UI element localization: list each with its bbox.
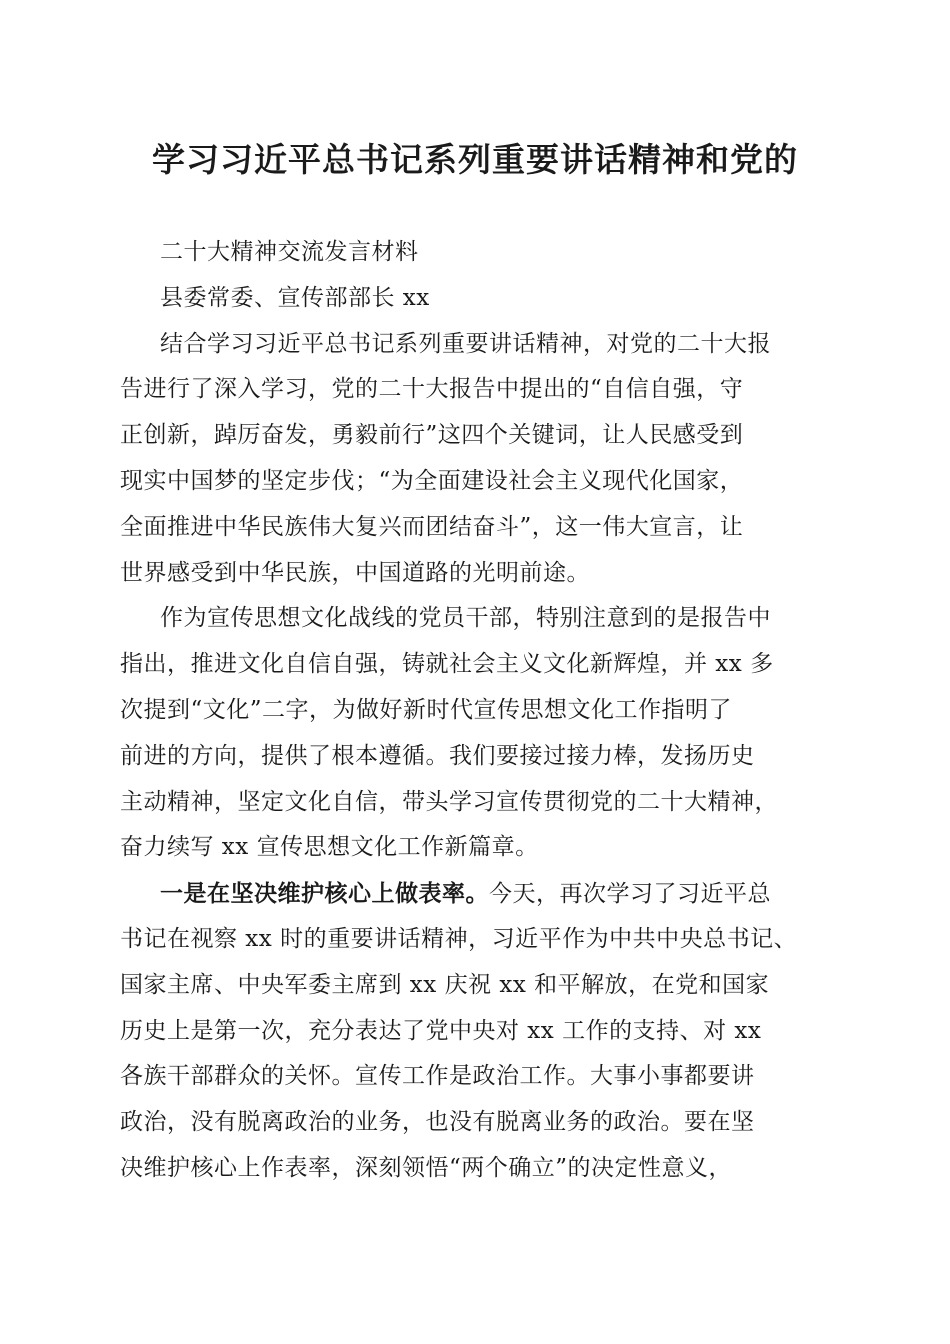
paragraph-line: 政治，没有脱离政治的业务，也没有脱离业务的政治。要在坚 (120, 1109, 755, 1136)
document-author: 县委常委、宣传部部长 xx (160, 284, 430, 311)
paragraph-line: 书记在视察 xx 时的重要讲话精神，习近平作为中共中央总书记、 (120, 925, 798, 952)
document-body (120, 230, 832, 1192)
paragraph-line: 各族干部群众的关怀。宣传工作是政治工作。大事小事都要讲 (120, 1063, 755, 1090)
paragraph-line: 决维护核心上作表率，深刻领悟“两个确立”的决定性意义， (120, 1154, 733, 1181)
paragraph-lead-heading: 一是在坚决维护核心上做表率。 (160, 880, 489, 908)
paragraph-line: 历史上是第一次，充分表达了党中央对 xx 工作的支持、对 xx (120, 1017, 762, 1044)
paragraph-2 (120, 596, 832, 871)
paragraph-line: 前进的方向，提供了根本遵循。我们要接过接力棒，发扬历史 (120, 742, 755, 769)
paragraph-line: 作为宣传思想文化战线的党员干部，特别注意到的是报告中 (160, 605, 771, 632)
paragraph-line: 结合学习习近平总书记系列重要讲话精神，对党的二十大报 (160, 330, 771, 357)
paragraph-line: 奋力续写 xx 宣传思想文化工作新篇章。 (120, 834, 539, 861)
paragraph-line: 现实中国梦的坚定步伐；“为全面建设社会主义现代化国家， (120, 467, 744, 494)
paragraph-line: 国家主席、中央军委主席到 xx 庆祝 xx 和平解放，在党和国家 (120, 971, 770, 998)
document-title: 学习习近平总书记系列重要讲话精神和党的 (152, 140, 798, 179)
paragraph-line: 正创新，踔厉奋发，勇毅前行”这四个关键词，让人民感受到 (120, 422, 744, 449)
paragraph-lead-rest: 今天，再次学习了习近平总 (489, 881, 771, 908)
paragraph-1 (120, 322, 832, 597)
paragraph-line: 全面推进中华民族伟大复兴而团结奋斗”，这一伟大宣言，让 (120, 513, 744, 540)
paragraph-line: 告进行了深入学习，党的二十大报告中提出的“自信自强，守 (120, 376, 744, 403)
paragraph-line: 主动精神，坚定文化自信，带头学习宣传贯彻党的二十大精神， (120, 788, 778, 815)
document-subtitle: 二十大精神交流发言材料 (160, 239, 419, 265)
paragraph-3 (120, 871, 832, 1192)
paragraph-line (120, 871, 832, 917)
paragraph-line: 世界感受到中华民族，中国道路的光明前途。 (120, 559, 590, 586)
paragraph-line: 指出，推进文化自信自强，铸就社会主义文化新辉煌，并 xx 多 (120, 651, 774, 678)
paragraph-line: 次提到“文化”二字，为做好新时代宣传思想文化工作指明了 (120, 696, 733, 723)
